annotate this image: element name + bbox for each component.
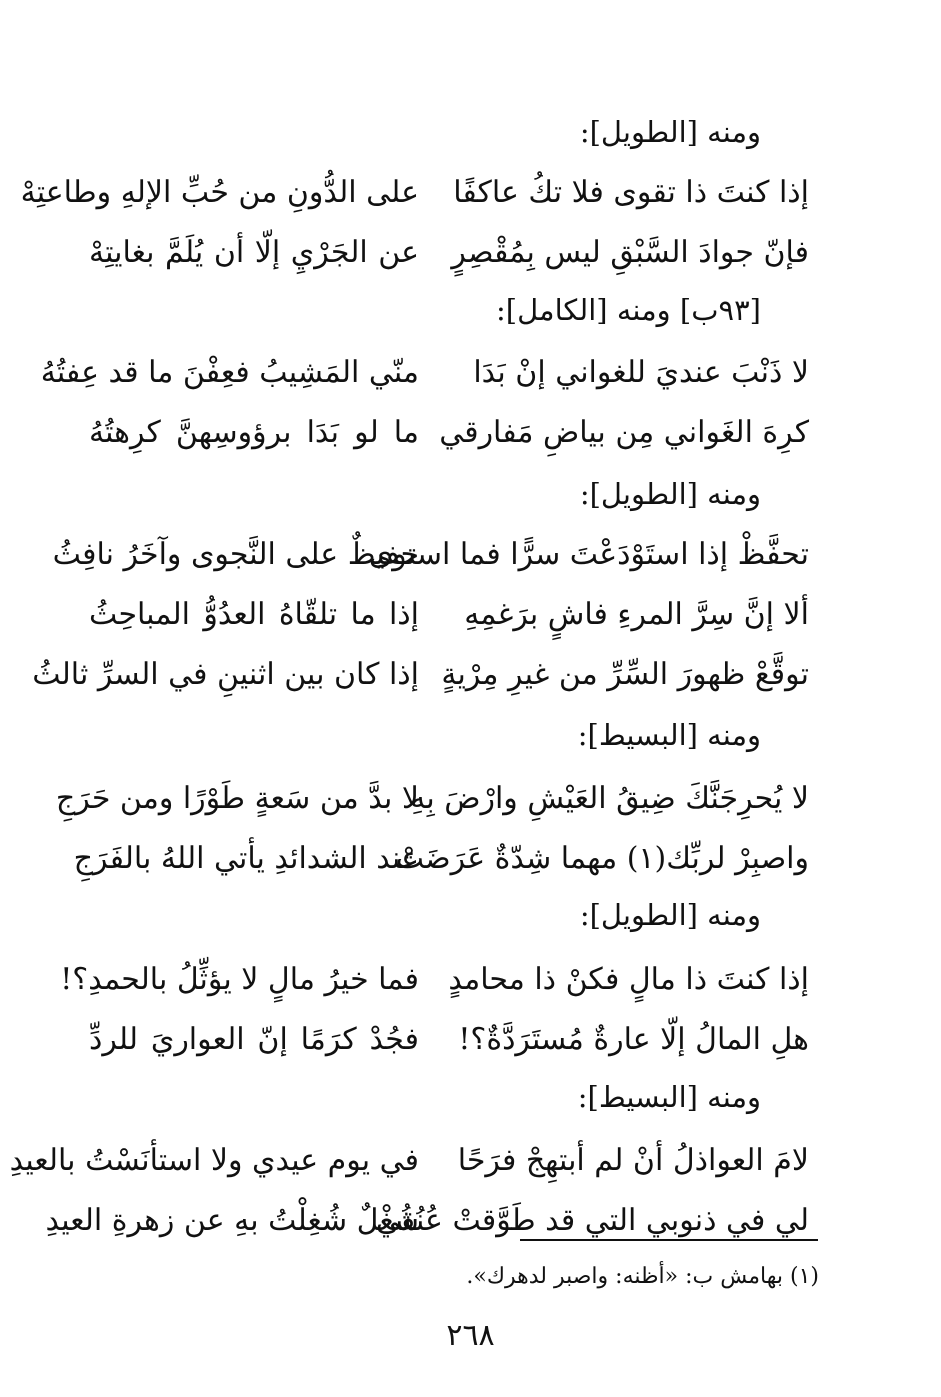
second-hemistich: فما خيرُ مالٍ لا يؤثِّلُ بالحمدِ؟! bbox=[60, 962, 419, 997]
second-hemistich: عند الشدائدِ يأتي اللهُ بالفَرَجِ bbox=[73, 841, 419, 876]
first-hemistich: لا يُحرِجَنَّكَ ضِيقُ العَيْشِ وارْضَ بِهِ bbox=[410, 781, 809, 816]
verse-couplet bbox=[0, 650, 941, 700]
section-heading: ومنه [البسيط]: bbox=[577, 1080, 761, 1114]
second-hemistich: حفيظٌ على النَّجوى وآخَرُ نافِثُ bbox=[52, 537, 419, 572]
verse-couplet bbox=[0, 228, 941, 278]
verse-couplet bbox=[0, 1136, 941, 1186]
section-heading: ومنه [الطويل]: bbox=[579, 898, 761, 932]
verse-couplet bbox=[0, 348, 941, 398]
page-number: ٢٦٨ bbox=[446, 1318, 495, 1353]
first-hemistich: لا ذَنْبَ عنديَ للغواني إنْ بَدَا bbox=[473, 355, 809, 390]
verse-couplet bbox=[0, 1015, 941, 1065]
verse-couplet bbox=[0, 408, 941, 458]
first-hemistich: لي في ذنوبي التي قد طَوَّقتْ عُنُقي bbox=[375, 1203, 809, 1238]
second-hemistich: في يوم عيدي ولا استأنَسْتُ بالعيدِ bbox=[9, 1143, 419, 1178]
first-hemistich: توقَّعْ ظهورَ السِّرِّ من غيرِ مِرْيةٍ bbox=[441, 657, 809, 692]
second-hemistich: ما لو بَدَا برؤوسِهنَّ كرِهتُهُ bbox=[89, 415, 419, 450]
first-hemistich: إذا كنتَ ذا تقوى فلا تكُ عاكفًا bbox=[453, 175, 809, 210]
verse-couplet bbox=[0, 834, 941, 884]
second-hemistich: لا بدَّ من سَعةٍ طَوْرًا ومن حَرَجِ bbox=[55, 781, 419, 816]
verse-couplet bbox=[0, 774, 941, 824]
second-hemistich: فجُدْ كرَمًا إنّ العواريَ للردِّ bbox=[89, 1022, 419, 1057]
first-hemistich: ألا إنَّ سِرَّ المرءِ فاشٍ برَغمِهِ bbox=[464, 597, 809, 632]
first-hemistich: لامَ العواذلُ أنْ لم أبتهِجْ فرَحًا bbox=[457, 1143, 809, 1178]
section-heading: [٩٣ب] ومنه [الكامل]: bbox=[495, 293, 761, 327]
section-heading: ومنه [البسيط]: bbox=[577, 718, 761, 752]
verse-couplet bbox=[0, 530, 941, 580]
first-hemistich: واصبِرْ لربِّك(١) مهما شِدّةٌ عَرَضَتْ bbox=[395, 841, 809, 876]
second-hemistich: منّي المَشِيبُ فعِفْنَ ما قد عِفتُهُ bbox=[40, 355, 419, 390]
verse-couplet bbox=[0, 590, 941, 640]
first-hemistich: كرِهَ الغَواني مِن بياضِ مَفارقي bbox=[439, 415, 809, 450]
footnote-separator bbox=[520, 1239, 818, 1241]
first-hemistich: هلِ المالُ إلّا عارةٌ مُستَرَدَّةٌ؟! bbox=[458, 1022, 809, 1057]
second-hemistich: شُغْلٌ شُغِلْتُ بهِ عن زهرةِ العيدِ bbox=[45, 1203, 419, 1238]
first-hemistich: فإنّ جوادَ السَّبْقِ ليس بِمُقْصِرٍ bbox=[451, 235, 809, 270]
verse-couplet bbox=[0, 168, 941, 218]
second-hemistich: على الدُّونِ من حُبِّ الإلهِ وطاعتِهْ bbox=[20, 175, 419, 210]
section-heading: ومنه [الطويل]: bbox=[579, 115, 761, 149]
first-hemistich: إذا كنتَ ذا مالٍ فكنْ ذا محامدٍ bbox=[448, 962, 809, 997]
second-hemistich: إذا كان بين اثنينِ في السرِّ ثالثُ bbox=[32, 657, 419, 692]
second-hemistich: إذا ما تلقّاهُ العدُوُّ المباحِثُ bbox=[89, 597, 419, 632]
section-heading: ومنه [الطويل]: bbox=[579, 477, 761, 511]
second-hemistich: عن الجَرْيِ إلّا أن يُلَمَّ بغايتِهْ bbox=[89, 235, 419, 270]
footnote: (١) بهامش ب: «أظنه: واصبر لدهرك». bbox=[466, 1264, 819, 1289]
verse-couplet bbox=[0, 955, 941, 1005]
first-hemistich: تحفَّظْ إذا استَوْدَعْتَ سرًّا فما استوى bbox=[368, 537, 809, 572]
